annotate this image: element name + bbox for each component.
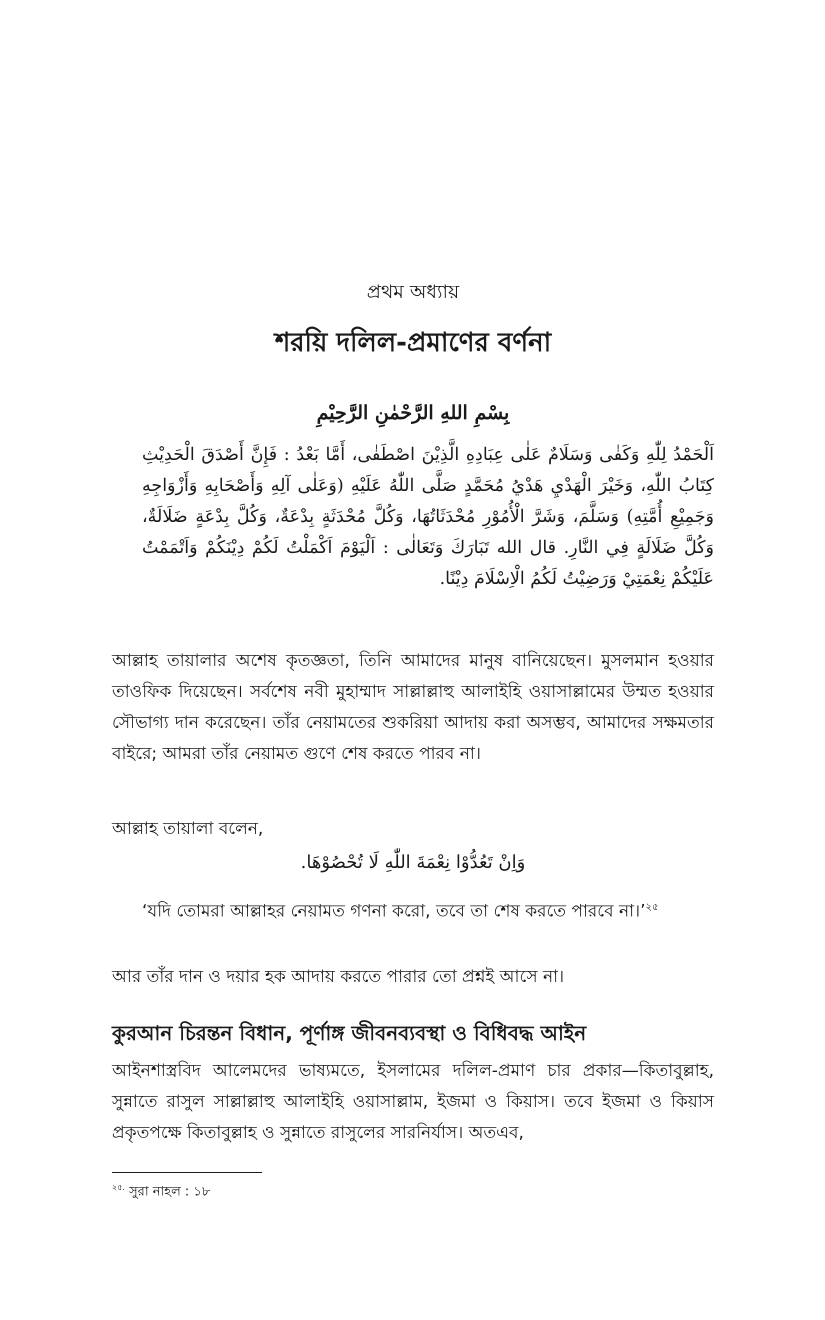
quote-text: ‘যদি তোমরা আল্লাহর নেয়ামত গণনা করো, তবে তা শেষ করতে পারবে না।’ [142,901,646,922]
footnote-divider [112,1172,262,1173]
chapter-label: প্রথম অধ্যায় [366,281,460,303]
paragraph-2: আল্লাহ তায়ালা বলেন, [112,819,264,839]
verse-translation [142,892,714,928]
paragraph-1: আল্লাহ তায়ালার অশেষ কৃতজ্ঞতা, তিনি আমাদের মানুষ বানিয়েছেন। মুসলমান হওয়ার তাওফিক দিয়েছেন। সর্বশেষ নবী মুহাম্মাদ সাল্লাল্লাহু আলাইহি ওয়াসাল্লামের উম্মত হওয়ার সৌভাগ্য দান করেছেন। তাঁর নেয়ামতের শুকরিয়া আদায় করা অসম্ভব, আমাদের সক্ষমতার বাইরে; আমরা তাঁর নেয়ামত গুণে শেষ করতে পারব না। [112,651,714,764]
arabic-verse: وَاِنْ تَعُدُّوْا نِعْمَةَ اللّٰهِ لَا تُحْصُوْهَا. [300,852,526,873]
footnote-ref[interactable]: ২৫ [645,902,659,913]
bismillah: بِسْمِ اللهِ الرَّحْمٰنِ الرَّحِيْمِ [316,402,510,424]
section-heading: কুরআন চিরন্তন বিধান, পূর্ণাঙ্গ জীবনব্যবস্থা ও বিধিবদ্ধ আইন [112,1021,587,1045]
footnote-number: ২৫. [112,1183,125,1192]
arabic-intro: اَلْحَمْدُ لِلّٰهِ وَكَفٰى وَسَلَامٌ عَلٰى عِبَادِهِ الَّذِيْنَ اصْطَفٰى، أَمَّا بَعْدُ : فَإِنَّ أَصْدَقَ الْحَدِيْثِ كِتَابُ اللّٰهِ، وَخَيْرَ الْهَدْيِ هَدْيُ مُحَمَّدٍ صَلَّى اللّٰهُ عَلَيْهِ (وَعَلٰى آلِهِ وَأَصْحَابِهِ وَأَزْوَاجِهِ وَجَمِيْعِ أُمَّتِهِ) وَسَلَّمَ، وَشَرَّ الْأُمُوْرِ مُحْدَثَاتُهَا، وَكُلَّ مُحْدَثَةٍ بِدْعَةٌ، وَكُلَّ بِدْعَةٍ ضَلَالَةٌ، وَكُلَّ ضَلَالَةٍ فِي النَّارِ. قال الله تَبَارَكَ وَتَعَالٰى : اَلْيَوْمَ اَكْمَلْتُ لَكُمْ دِيْنَكُمْ وَاَتْمَمْتُ عَلَيْكُمْ نِعْمَتِيْ وَرَضِيْتُ لَكُمُ الْاِسْلَامَ دِيْنًا. [142,445,714,589]
chapter-title: শরয়ি দলিল-প্রমাণের বর্ণনা [274,328,552,358]
paragraph-4: আইনশাস্ত্রবিদ আলেমদের ভাষ্যমতে, ইসলামের দলিল-প্রমাণ চার প্রকার—কিতাবুল্লাহ, সুন্নাতে রাসুল সাল্লাল্লাহু আলাইহি ওয়াসাল্লাম, ইজমা ও কিয়াস। তবে ইজমা ও কিয়াস প্রকৃতপক্ষে কিতাবুল্লাহ ও সুন্নাতে রাসুলের সারনির্যাস। অতএব, [112,1061,714,1143]
paragraph-3: আর তাঁর দান ও দয়ার হক আদায় করতে পারার তো প্রশ্নই আসে না। [112,967,565,987]
footnote [112,1182,714,1203]
footnote-text: সুরা নাহল : ১৮ [129,1184,211,1200]
